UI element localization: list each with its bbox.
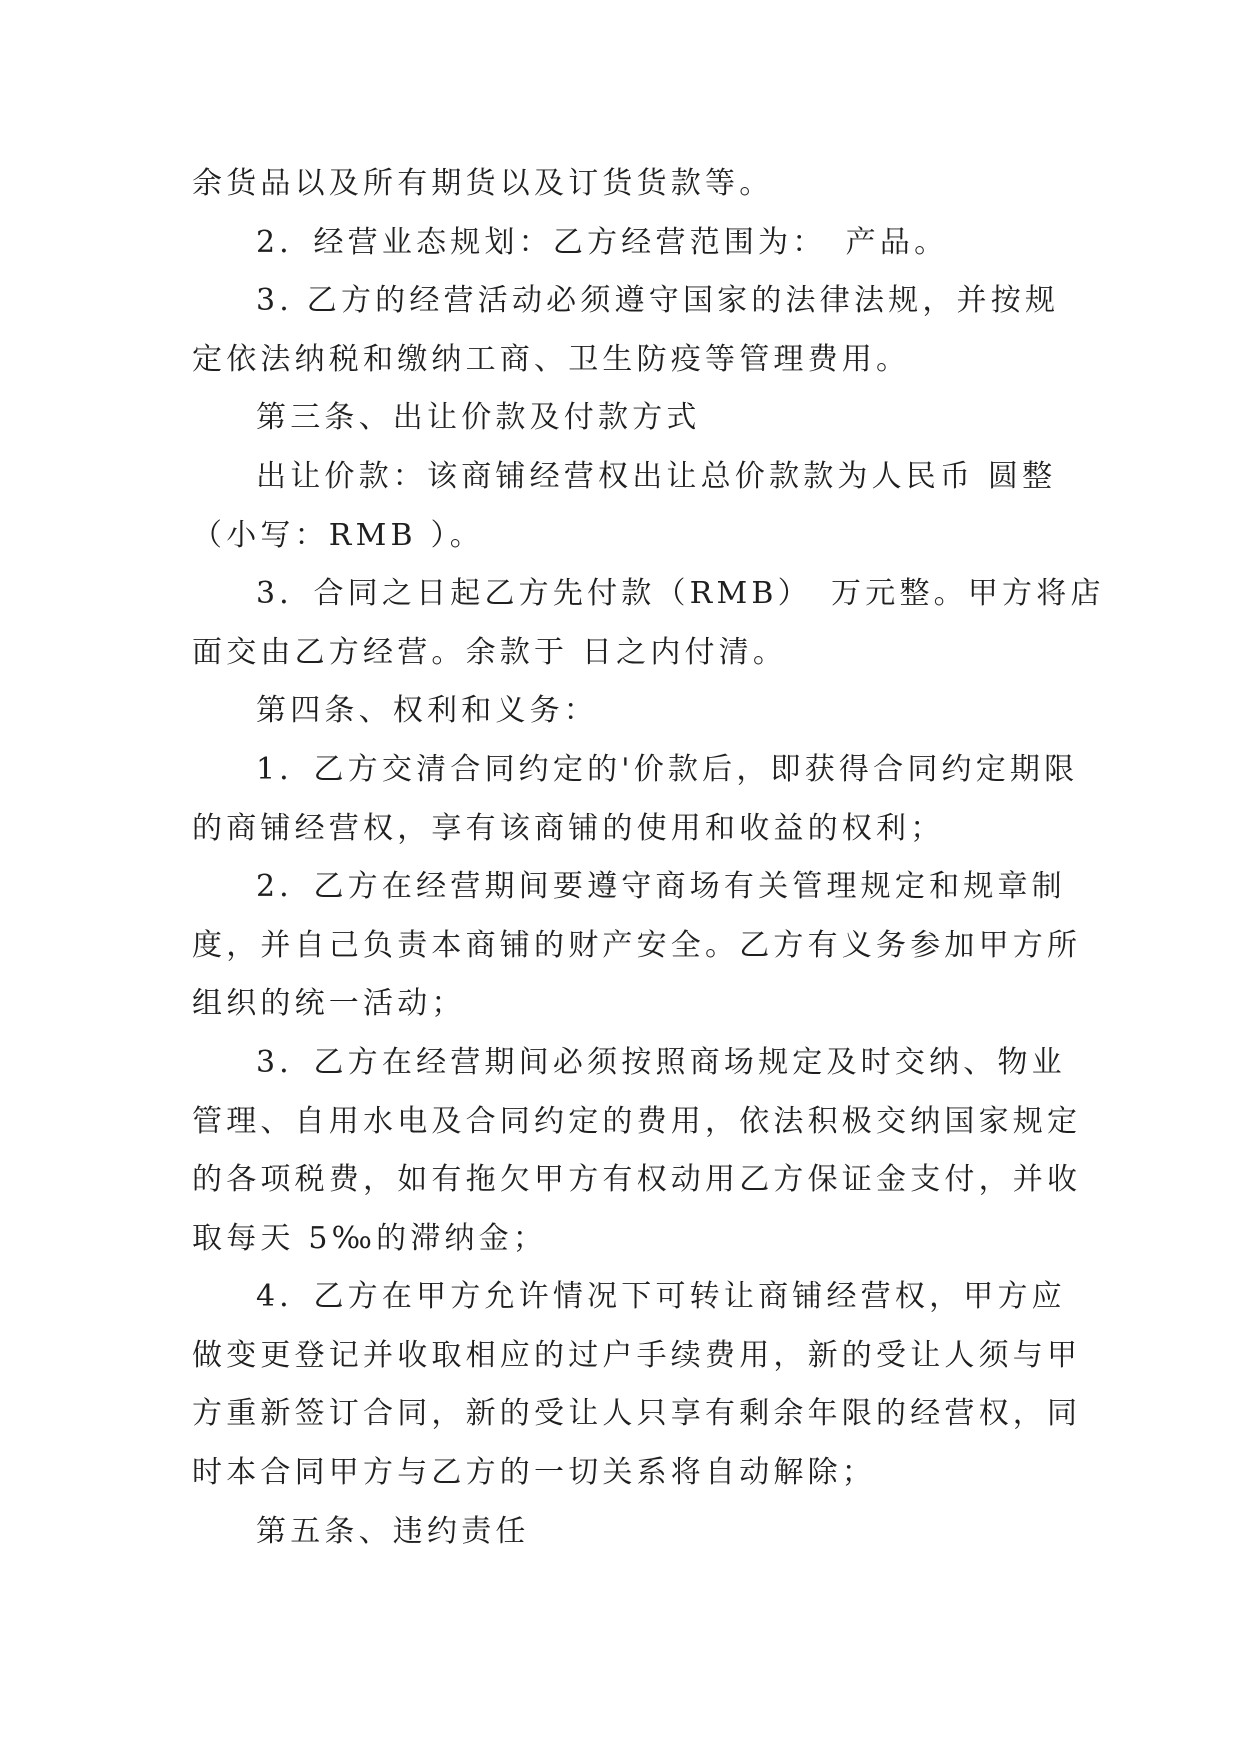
section-heading-article-4: 第四条、权利和义务： xyxy=(256,693,598,729)
price-clause: 出让价款：该商铺经营权出让总价款款为人民币 圆整 xyxy=(256,458,1057,494)
list-item-3: 3．乙方在经营期间必须按照商场规定及时交纳、物业 xyxy=(256,1044,1066,1080)
text-line: 的各项税费，如有拖欠甲方有权动用乙方保证金支付，并收 xyxy=(192,1162,1082,1198)
section-heading-article-3: 第三条、出让价款及付款方式 xyxy=(256,400,701,436)
text-line: 做变更登记并收取相应的过户手续费用，新的受让人须与甲 xyxy=(192,1337,1082,1373)
text-line: （小写：RMB ）。 xyxy=(192,517,484,553)
text-line: 度，并自己负责本商铺的财产安全。乙方有义务参加甲方所 xyxy=(192,927,1082,963)
text-line: 余货品以及所有期货以及订货货款等。 xyxy=(192,166,774,201)
text-line: 时本合同甲方与乙方的一切关系将自动解除； xyxy=(192,1455,876,1491)
text-line: 管理、自用水电及合同约定的费用，依法积极交纳国家规定 xyxy=(192,1103,1082,1139)
list-item-2: 2．乙方在经营期间要遵守商场有关管理规定和规章制 xyxy=(256,869,1066,905)
text-line: 取每天 5‰的滞纳金； xyxy=(192,1220,548,1256)
text-line: 的商铺经营权，享有该商铺的使用和收益的权利； xyxy=(192,810,945,846)
payment-clause: 3．合同之日起乙方先付款（RMB） 万元整。甲方将店 xyxy=(256,576,1105,612)
list-item-2: 2．经营业态规划：乙方经营范围为： 产品。 xyxy=(256,224,949,260)
text-line: 面交由乙方经营。余款于 日之内付清。 xyxy=(192,634,788,670)
list-item-1: 1．乙方交清合同约定的'价款后，即获得合同约定期限 xyxy=(256,751,1079,787)
text-line: 组织的统一活动； xyxy=(192,986,466,1022)
text-line: 方重新签订合同，新的受让人只享有剩余年限的经营权，同 xyxy=(192,1396,1082,1432)
list-item-3: 3. 乙方的经营活动必须遵守国家的法律法规，并按规 xyxy=(256,283,1060,319)
document-body xyxy=(192,155,1105,1561)
section-heading-article-5: 第五条、违约责任 xyxy=(256,1513,530,1549)
text-line: 定依法纳税和缴纳工商、卫生防疫等管理费用。 xyxy=(192,341,911,377)
list-item-4: 4．乙方在甲方允许情况下可转让商铺经营权，甲方应 xyxy=(256,1279,1066,1315)
